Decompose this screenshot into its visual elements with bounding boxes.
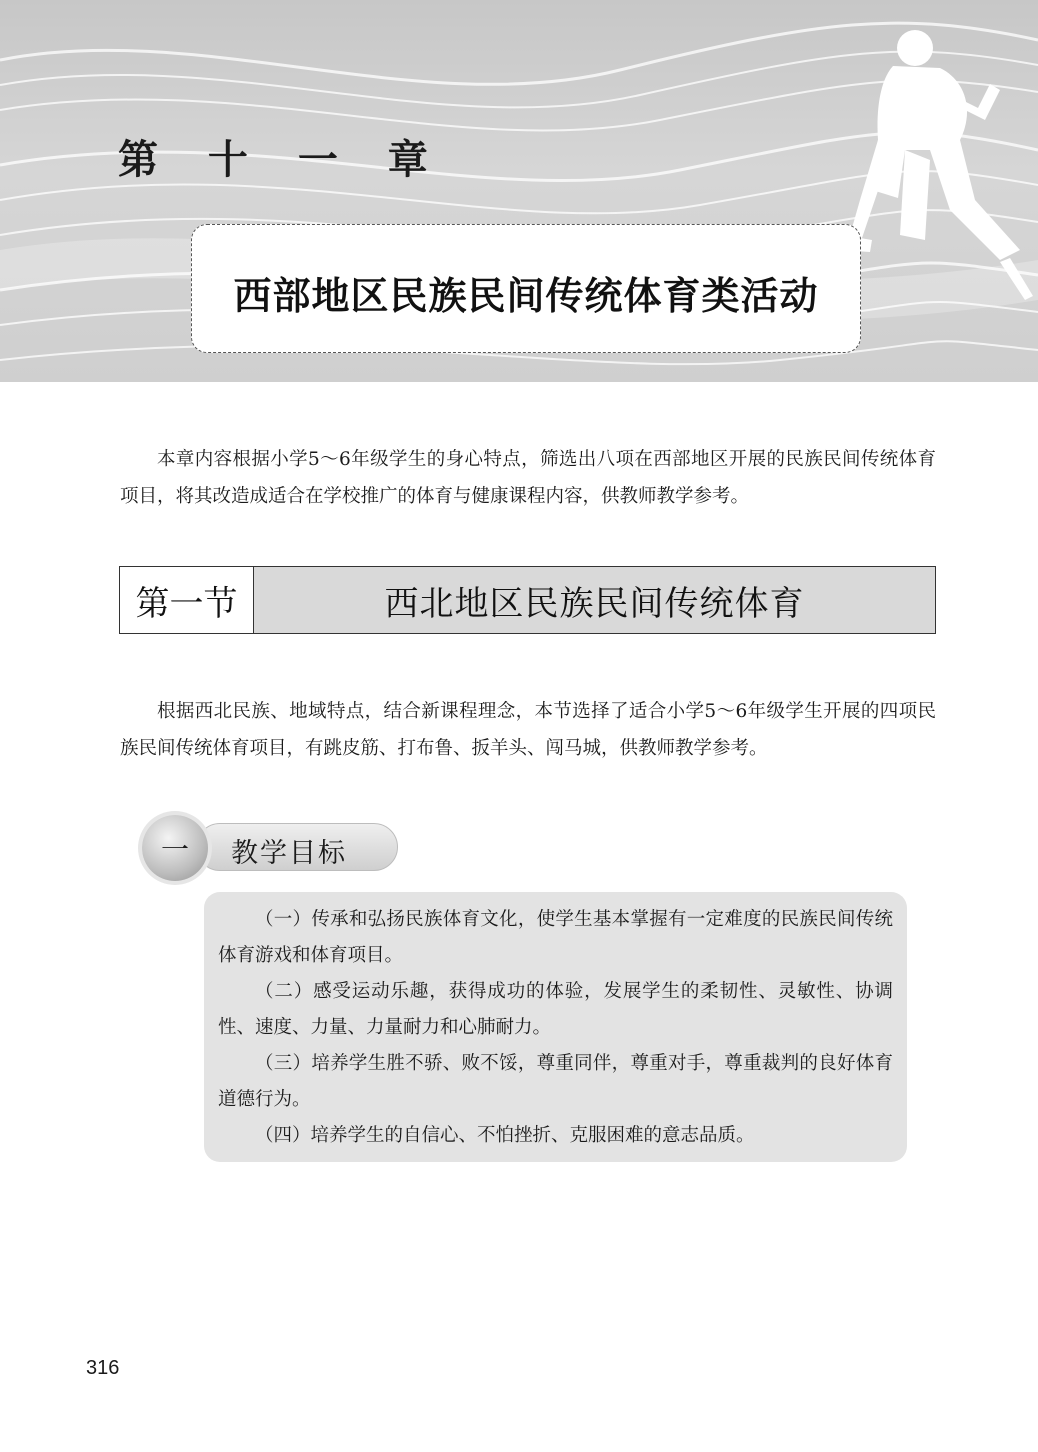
goal-item: （四）培养学生的自信心、不怕挫折、克服困难的意志品质。	[255, 1125, 755, 1146]
teaching-goals-box	[204, 892, 907, 1162]
chapter-intro: 本章内容根据小学5～6年级学生的身心特点，筛选出八项在西部地区开展的民族民间传统体育项目，将其改造成适合在学校推广的体育与健康课程内容，供教师教学参考。	[120, 449, 936, 507]
section-title: 西北地区民族民间传统体育	[384, 583, 805, 624]
section-number: 第一节	[120, 567, 254, 633]
section-header	[119, 566, 936, 634]
subsection-number: 一	[160, 833, 189, 866]
subsection-number-badge	[142, 815, 208, 881]
hockey-player-silhouette-icon	[840, 30, 1033, 300]
chapter-title-box	[191, 224, 861, 353]
subsection-title: 教学目标	[231, 838, 347, 869]
goal-item: （三）培养学生胜不骄、败不馁，尊重同伴，尊重对手，尊重裁判的良好体育道德行为。	[218, 1053, 893, 1110]
section-intro: 根据西北民族、地域特点，结合新课程理念，本节选择了适合小学5～6年级学生开展的四项民族民间传统体育项目，有跳皮筋、打布鲁、扳羊头、闯马城，供教师教学参考。	[120, 701, 936, 759]
goal-item: （一）传承和弘扬民族体育文化，使学生基本掌握有一定难度的民族民间传统体育游戏和体育项目。	[218, 909, 893, 966]
subsection-heading	[196, 823, 398, 871]
page-number: 316	[86, 1357, 120, 1379]
chapter-banner	[0, 0, 1038, 382]
chapter-title: 西部地区民族民间传统体育类活动	[233, 273, 819, 318]
goal-item: （二）感受运动乐趣，获得成功的体验，发展学生的柔韧性、灵敏性、协调性、速度、力量、力量耐力和心肺耐力。	[218, 981, 893, 1038]
chapter-number: 第 十 一 章	[118, 136, 446, 183]
